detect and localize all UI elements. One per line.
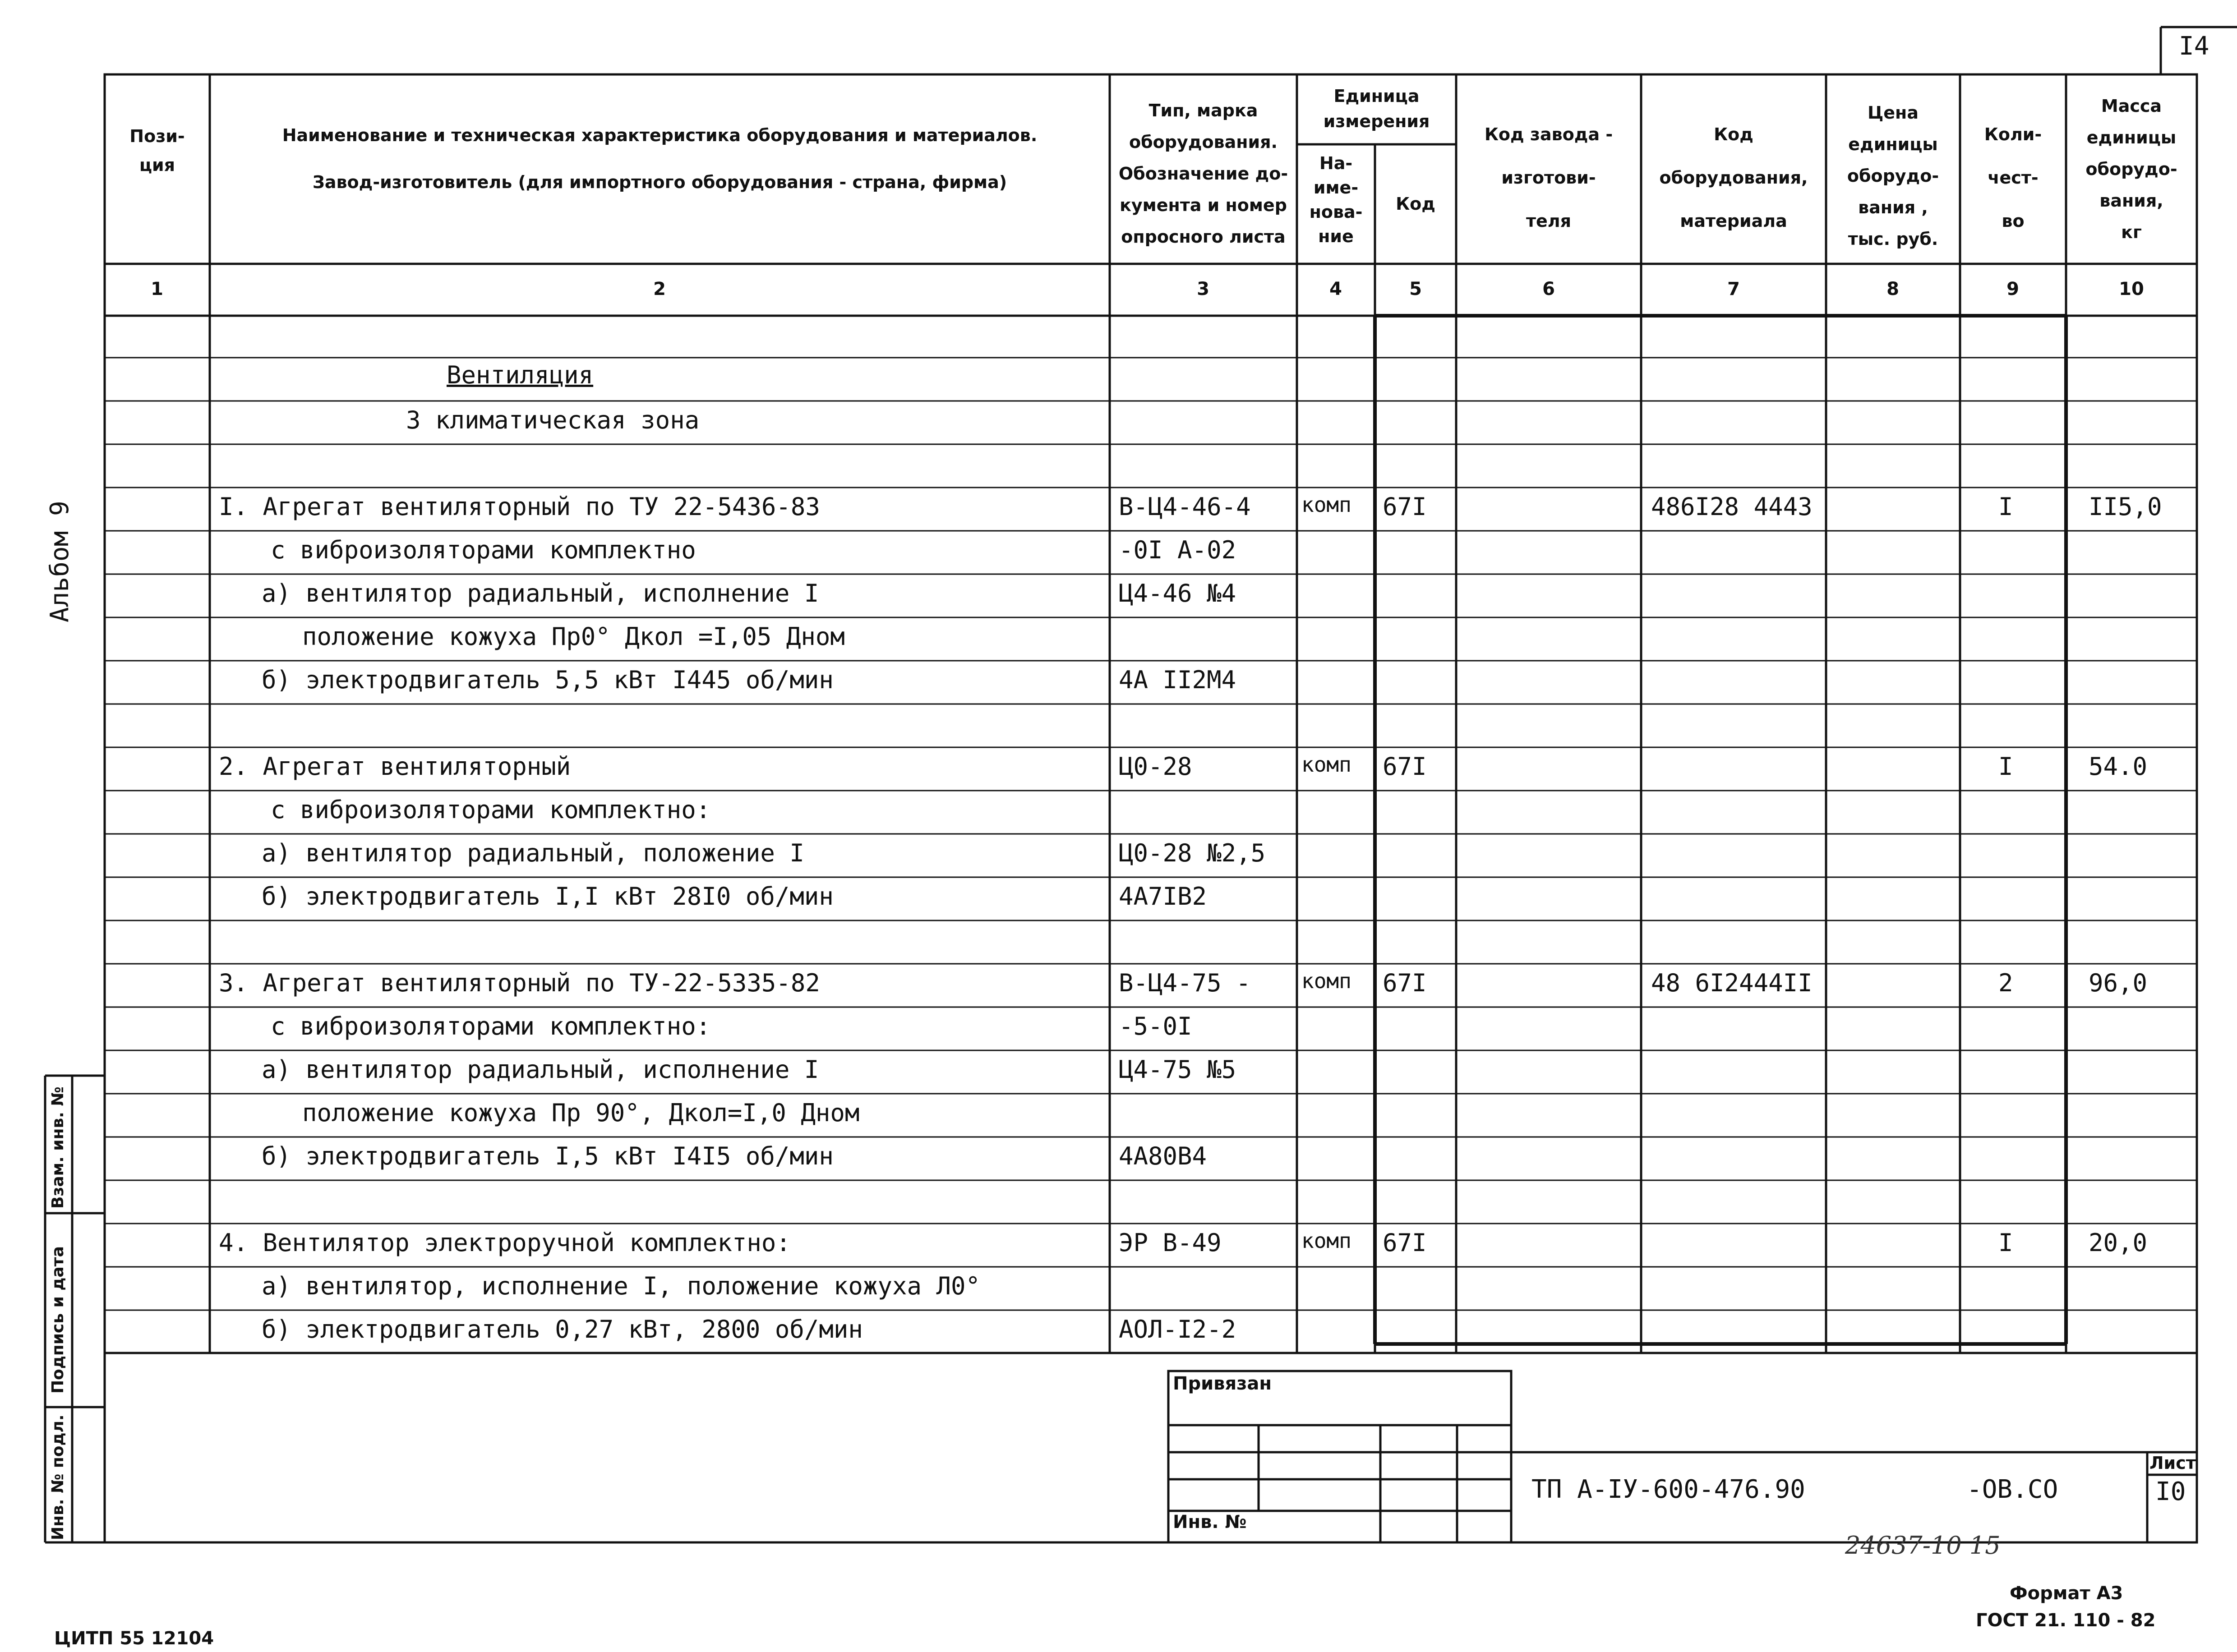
sheet-corner-number: I4 (2179, 32, 2209, 61)
row-equipment-code: 486I28 4443 (1651, 492, 1813, 521)
row-type: Ц0-28 (1119, 752, 1192, 781)
stamp-privyazan: Привязан (1173, 1373, 1272, 1394)
row-unit-code: 67I (1383, 1229, 1427, 1257)
row-type: Ц4-46 №4 (1119, 579, 1236, 607)
stamp-inv-no: Инв. № (1173, 1512, 1247, 1532)
row-name: с виброизоляторами комплектно (271, 536, 696, 564)
row-type: 4А7IВ2 (1119, 882, 1207, 911)
header-col-price: Цена единицы оборудо- вания , тыс. руб. (1847, 103, 1939, 249)
margin-inv-no-podl: Инв. № подл. (49, 1414, 67, 1540)
row-type: -5-0I (1119, 1012, 1192, 1040)
footer-gost: ГОСТ 21. 110 - 82 (1976, 1610, 2156, 1631)
row-unit: комп (1301, 1229, 1351, 1253)
column-number: 9 (2006, 279, 2019, 299)
column-number: 10 (2119, 279, 2144, 299)
row-name: 3. Агрегат вентиляторный по ТУ-22-5335-82 (219, 969, 820, 997)
row-unit: комп (1301, 492, 1351, 517)
row-unit-code: 67I (1383, 752, 1427, 781)
stamp-frame (1168, 1371, 2197, 1542)
row-unit-code: 67I (1383, 492, 1427, 521)
row-type: АОЛ-I2-2 (1119, 1315, 1236, 1344)
row-name: положение кожуха Пр0° Дкол =I,05 Дном (302, 622, 845, 651)
column-number: 5 (1409, 279, 1422, 299)
row-unit-code: 67I (1383, 969, 1427, 997)
header-col-unit: Единица измерения (1323, 86, 1430, 131)
header-col-unit-code: Код (1396, 194, 1435, 214)
row-name: а) вентилятор радиальный, исполнение I (262, 579, 819, 607)
footer-format: Формат А3 (2010, 1583, 2123, 1604)
row-name: а) вентилятор радиальный, исполнение I (262, 1055, 819, 1084)
stamp-document-code: ТП А-IУ-600-476.90 (1531, 1475, 1805, 1504)
column-number: 6 (1542, 279, 1555, 299)
footer-citp: ЦИТП 55 12104 (54, 1628, 214, 1649)
row-name: а) вентилятор, исполнение I, положение кожуха Л0° (262, 1272, 981, 1300)
row-type: 4А80В4 (1119, 1142, 1207, 1170)
column-number: 4 (1329, 279, 1342, 299)
margin-vzam-inv: Взам. инв. № (49, 1086, 67, 1209)
row-name: б) электродвигатель 5,5 кВт I445 об/мин (262, 666, 834, 694)
row-name: б) электродвигатель I,I кВт 28I0 об/мин (262, 882, 834, 911)
header-col-quantity: Коли- чест- во (1984, 124, 2042, 231)
column-number: 7 (1727, 279, 1740, 299)
row-mass: 96,0 (2089, 969, 2148, 997)
row-name: 2. Агрегат вентиляторный (219, 752, 571, 781)
row-type: Ц4-75 №5 (1119, 1055, 1236, 1084)
row-type: 4А II2М4 (1119, 666, 1236, 694)
stamp-list-value: I0 (2155, 1477, 2186, 1506)
row-quantity: 2 (1998, 969, 2013, 997)
row-name: 4. Вентилятор электроручной комплектно: (219, 1229, 791, 1257)
column-number: 1 (151, 279, 163, 299)
row-type: В-Ц4-46-4 (1119, 492, 1251, 521)
header-col-unit-name: На- име- нова- ние (1309, 153, 1363, 246)
margin-podpis-data: Подпись и дата (49, 1246, 67, 1394)
row-name: б) электродвигатель 0,27 кВт, 2800 об/мин (262, 1315, 863, 1344)
row-mass: 54.0 (2089, 752, 2148, 781)
section-title: Вентиляция (447, 361, 594, 389)
thick-box (1375, 316, 2066, 1344)
row-mass: 20,0 (2089, 1229, 2148, 1257)
row-name: б) электродвигатель I,5 кВт I4I5 об/мин (262, 1142, 834, 1170)
column-number: 2 (653, 279, 666, 299)
column-number: 3 (1197, 279, 1209, 299)
header-col-mass: Масса единицы оборудо- вания, кг (2085, 96, 2177, 242)
row-type: Ц0-28 №2,5 (1119, 839, 1266, 867)
row-mass: II5,0 (2089, 492, 2162, 521)
row-type: -0I А-02 (1119, 536, 1236, 564)
climate-zone: 3 климатическая зона (406, 406, 700, 434)
stamp-list-label: Лист (2149, 1453, 2196, 1473)
row-quantity: I (1998, 752, 2013, 781)
stamp-document-suffix: -ОВ.СО (1967, 1475, 2058, 1504)
album-label: Альбом 9 (45, 501, 74, 622)
row-name: положение кожуха Пр 90°, Дкол=I,0 Дном (302, 1099, 860, 1127)
header-col-factory-code: Код завода - изготови- теля (1484, 124, 1613, 231)
row-quantity: I (1998, 1229, 2013, 1257)
header-col-name-line2: Завод-изготовитель (для импортного оборудования - страна, фирма) (312, 172, 1007, 192)
column-number: 8 (1886, 279, 1899, 299)
row-equipment-code: 48 6I2444II (1651, 969, 1813, 997)
header-col-position: Пози- ция (129, 126, 185, 175)
header-col-name-line1: Наименование и техническая характеристика оборудования и материалов. (282, 125, 1038, 145)
row-quantity: I (1998, 492, 2013, 521)
handwritten-number: 24637-10 15 (1845, 1531, 2001, 1560)
row-type: В-Ц4-75 - (1119, 969, 1251, 997)
header-col-equipment-code: Код оборудования, материала (1659, 124, 1808, 231)
header-col-type: Тип, марка оборудования. Обозначение до- кумента и номер опросного листа (1118, 101, 1288, 247)
row-unit: комп (1301, 969, 1351, 993)
row-name: с виброизоляторами комплектно: (271, 1012, 711, 1040)
row-type: ЭР В-49 (1119, 1229, 1222, 1257)
row-name: I. Агрегат вентиляторный по ТУ 22-5436-83 (219, 492, 820, 521)
row-unit: комп (1301, 752, 1351, 777)
row-name: с виброизоляторами комплектно: (271, 796, 711, 824)
row-name: а) вентилятор радиальный, положение I (262, 839, 804, 867)
